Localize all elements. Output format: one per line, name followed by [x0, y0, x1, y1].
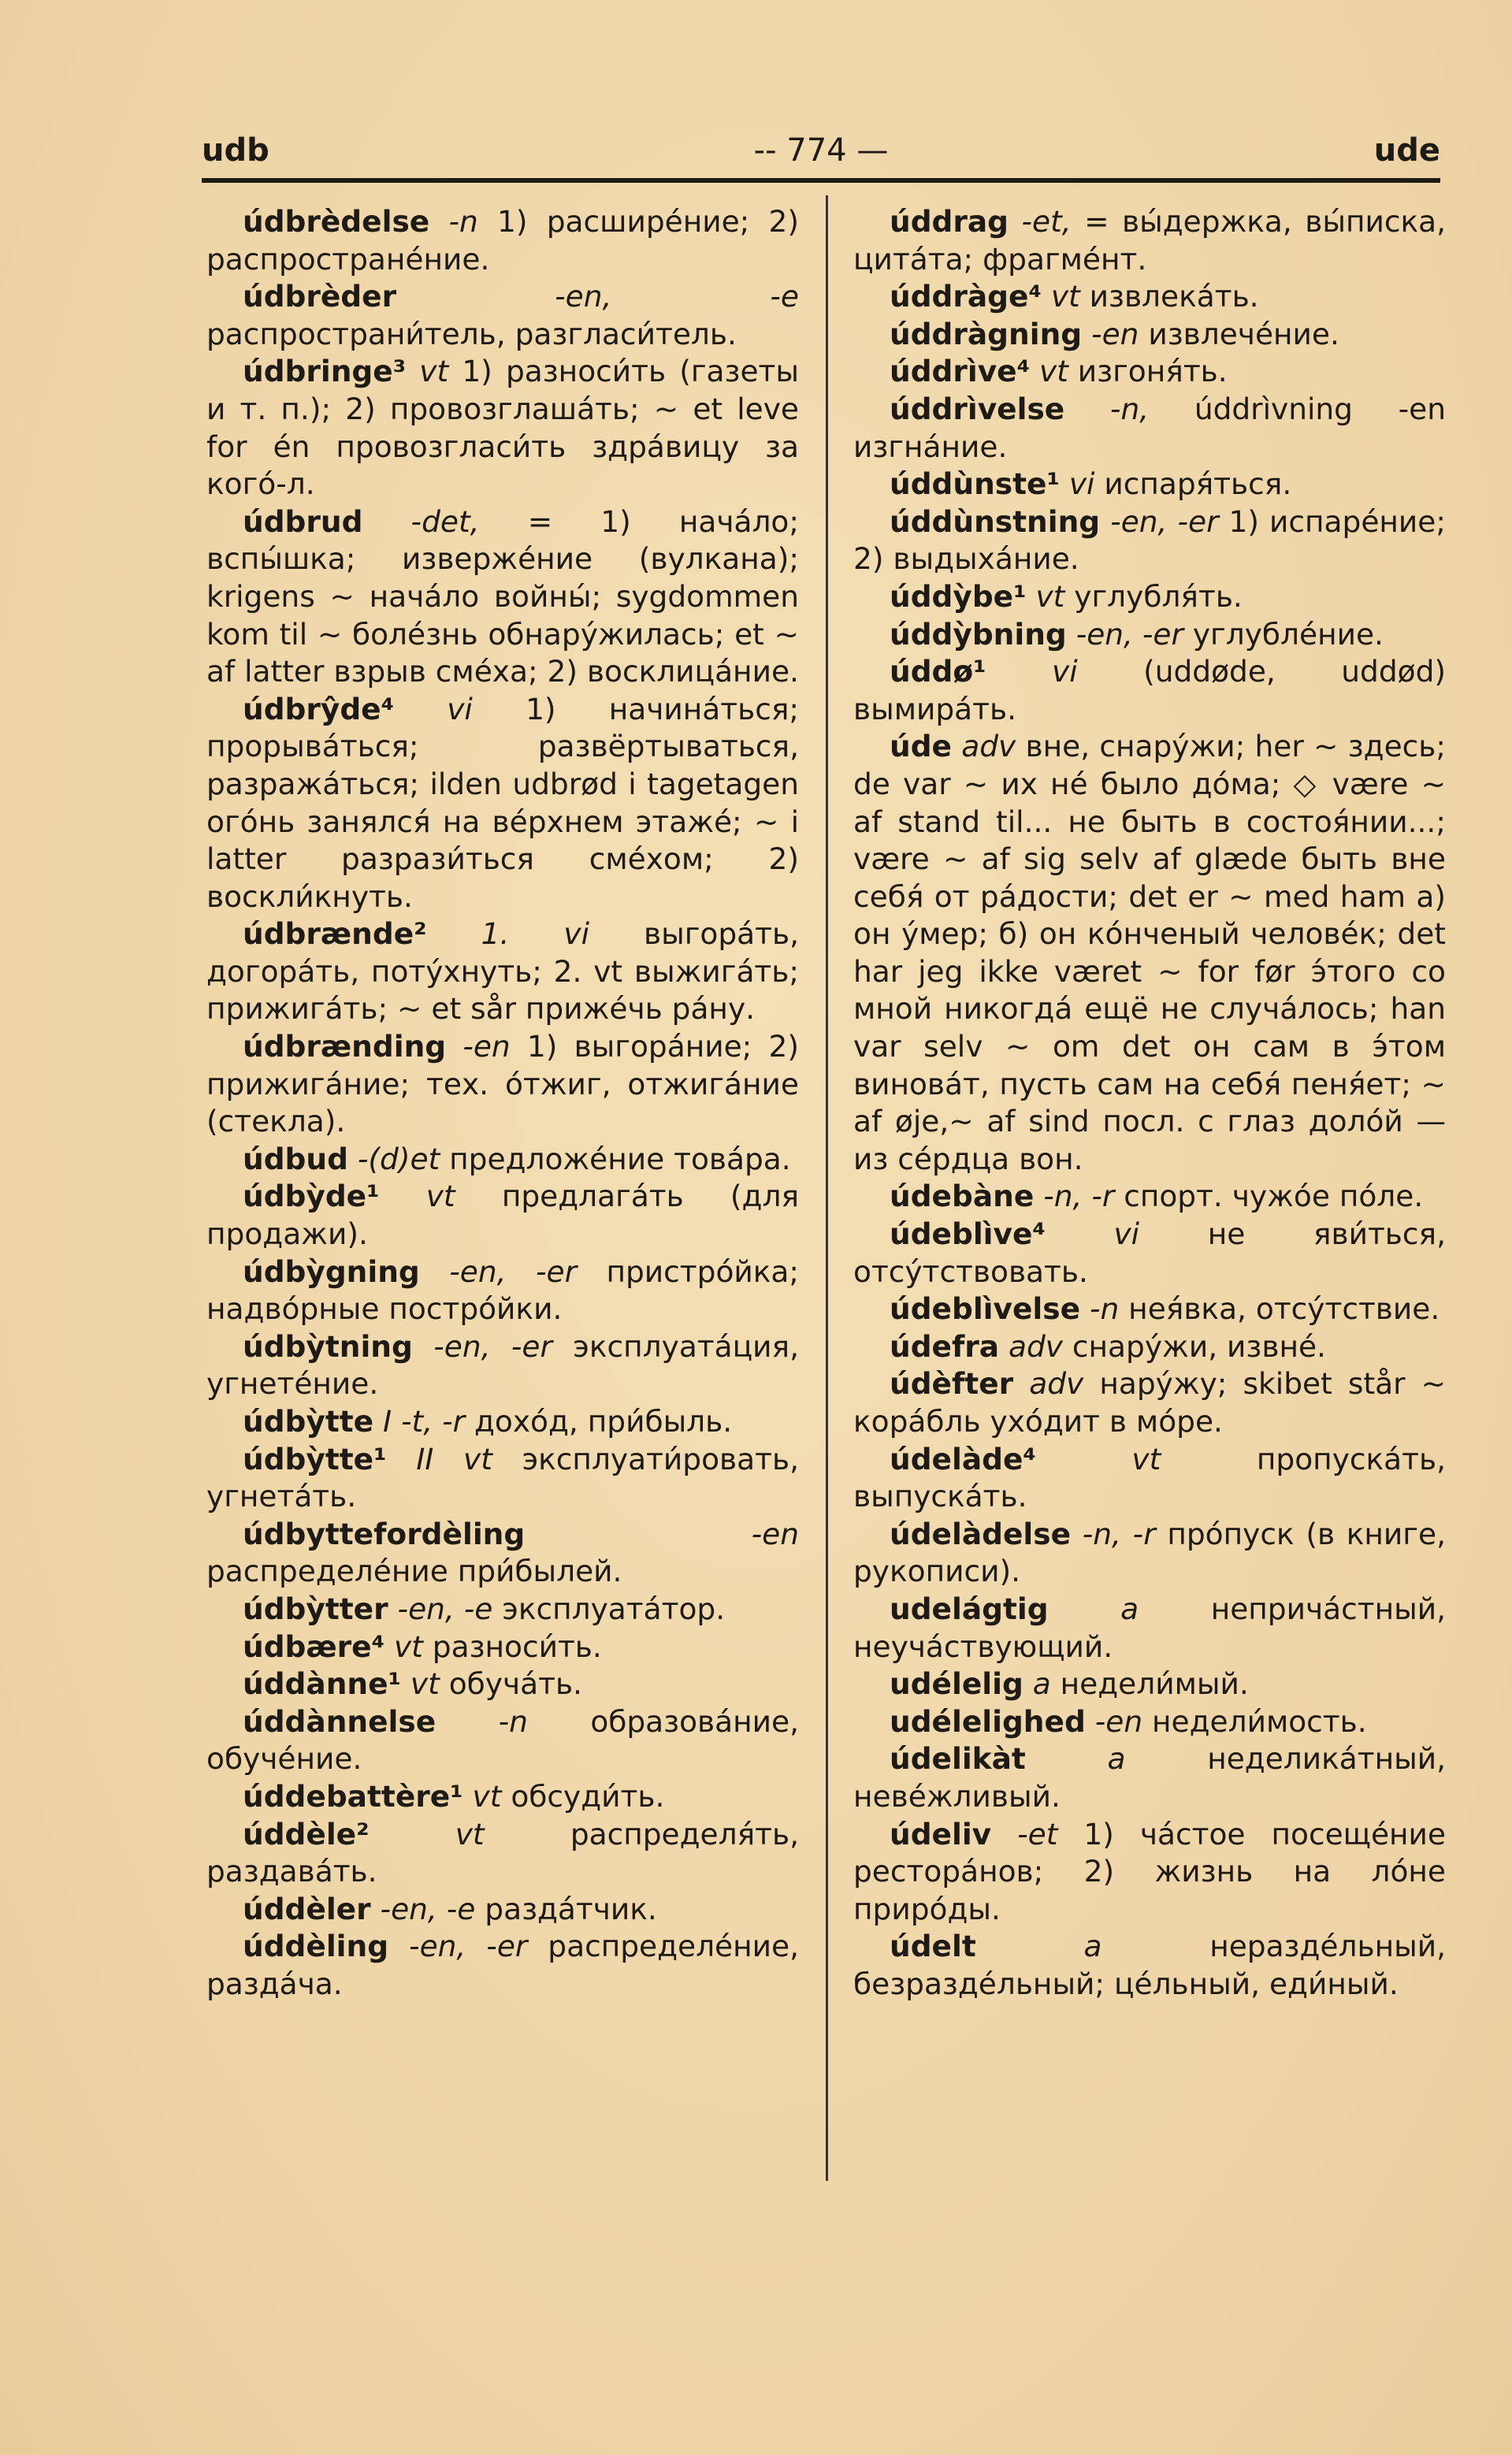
headword: údbỳde¹ [243, 1179, 380, 1214]
headword: údbrèdelse [243, 204, 430, 239]
header-rule [202, 178, 1440, 183]
definition: предлага́ть (для продажи). [206, 1179, 800, 1252]
definition: дохо́д, при́быль. [474, 1404, 733, 1439]
definition: спорт. чужо́е по́ле. [1124, 1179, 1424, 1214]
definition: недели́мость. [1152, 1703, 1367, 1739]
page-header [202, 132, 1440, 180]
headword: údbỳtter [243, 1591, 388, 1626]
headword: úddànnelse [243, 1703, 437, 1739]
grammar-note: vi [447, 691, 473, 726]
right-guide-word: ude [1373, 132, 1440, 169]
grammar-note: a [1032, 1666, 1051, 1702]
headword: údbrŷde⁴ [243, 691, 395, 726]
grammar-note: -en, -er [433, 1328, 552, 1364]
definition: углубля́ть. [1074, 578, 1243, 614]
dictionary-entry [853, 1365, 1446, 1440]
left-guide-word: udb [202, 132, 269, 169]
grammar-note: a [1083, 1929, 1102, 1964]
dictionary-entry [853, 1216, 1446, 1291]
headword: údefra [890, 1328, 1000, 1364]
definition: обсуди́ть. [511, 1778, 665, 1814]
dictionary-entry [853, 503, 1446, 578]
definition: обуча́ть. [448, 1666, 582, 1702]
headword: úddèle² [243, 1816, 370, 1851]
definition: 1) ча́стое посеще́ние рестора́нов; 2) жизнь на ло́не приро́ды. [853, 1816, 1446, 1926]
grammar-note: 1. vi [481, 916, 589, 952]
dictionary-entry [206, 1928, 799, 2003]
grammar-note: vt [1050, 279, 1080, 314]
dictionary-entry [206, 1516, 799, 1591]
headword: údbringe³ [243, 354, 407, 389]
dictionary-entry [853, 466, 1446, 503]
definition: 1) начина́ться; прорыва́ться; развёртываться, разража́ться; ilden udbrød i tagetagen ого́нь занялся́ на ве́рхнем этаже́; ~ i latter разрази́ться сме́хом; 2) воскли́кнуть. [206, 691, 800, 914]
definition: образова́ние, обуче́ние. [206, 1703, 800, 1777]
grammar-note: -et [1017, 1816, 1058, 1851]
headword: úddràge⁴ [890, 279, 1042, 314]
grammar-note: II vt [416, 1441, 492, 1476]
grammar-note: -n [448, 204, 478, 239]
grammar-note: -en, -er [1075, 616, 1183, 652]
definition: испаря́ться. [1104, 466, 1292, 502]
dictionary-entry [853, 1928, 1446, 2003]
definition: распределя́ть, раздава́ть. [206, 1816, 799, 1889]
dictionary-entry [853, 203, 1446, 278]
dictionary-entry [853, 1740, 1446, 1815]
definition: эксплуата́тор. [502, 1591, 726, 1626]
dictionary-entry [206, 1703, 799, 1778]
dictionary-entry [853, 353, 1446, 391]
dictionary-entry [206, 916, 799, 1028]
headword: údbud [243, 1141, 348, 1176]
dictionary-entry [853, 728, 1446, 1178]
grammar-note: -en [751, 1516, 799, 1551]
grammar-note: vt [1035, 578, 1065, 614]
headword: úddø¹ [890, 654, 986, 689]
dictionary-entry [206, 1778, 799, 1816]
dictionary-entry [853, 1703, 1446, 1741]
definition: 1) разноси́ть (газеты и т. п.); 2) провозглаша́ть; ~ et leve for én провозгласи́ть здра́вицу за кого́-л. [206, 354, 799, 502]
headword: úddrìvelse [890, 391, 1065, 426]
dictionary-entry [206, 691, 799, 916]
grammar-note: a [1107, 1741, 1126, 1777]
grammar-note: -en, -e [380, 1891, 476, 1926]
headword: údbỳgning [243, 1253, 420, 1289]
grammar-note: vt [1038, 354, 1068, 389]
headword: úddỳbning [890, 616, 1067, 652]
grammar-note: vt [425, 1179, 455, 1214]
definition: извлече́ние. [1148, 316, 1339, 351]
dictionary-entry [853, 1441, 1446, 1516]
dictionary-entry [206, 1178, 799, 1253]
dictionary-entry [853, 1516, 1446, 1591]
definition: úddrìvning -en изгна́ние. [853, 391, 1447, 464]
grammar-note: adv [961, 729, 1016, 764]
definition: нару́жу; skibet står ~ кора́бль ухо́дит в мо́ре. [853, 1366, 1446, 1439]
headword: úddànne¹ [243, 1666, 401, 1702]
grammar-note: vt [393, 1629, 423, 1664]
definition: эксплуата́ция, угнете́ние. [206, 1328, 800, 1402]
definition: пропуска́ть, выпуска́ть. [853, 1441, 1446, 1514]
headword: udéleligh​ed [890, 1703, 1086, 1739]
headword: údeblìve⁴ [890, 1216, 1046, 1252]
grammar-note: -en, -er [1110, 503, 1219, 539]
definition: 1) расшире́ние; 2) распростране́ние. [206, 204, 800, 277]
dictionary-entry [853, 1291, 1446, 1328]
headword: údelàde⁴ [890, 1441, 1036, 1476]
definition: 1) испаре́ние; 2) выдыха́ние. [853, 503, 1447, 577]
headword: úddràgning [890, 316, 1083, 351]
grammar-note: a [1120, 1591, 1139, 1626]
headword: údebàne [890, 1179, 1035, 1214]
dictionary-entry [206, 1253, 799, 1328]
dictionary-entry [853, 1328, 1446, 1366]
grammar-note: -en, -er [449, 1253, 578, 1289]
headword: úde [890, 729, 952, 764]
headword: údbyttefordèling [243, 1516, 526, 1551]
dictionary-entry [206, 278, 799, 353]
definition: 1) нача́ло; вспы́шка; изверже́ние (вулкана); krigens ~ нача́ло войны́; sygdommen kom til ~ боле́знь обнару́жилась; et ~ af latter взрыв сме́ха; 2) восклица́ние. [206, 503, 800, 689]
headword: udelágtig [890, 1591, 1049, 1626]
grammar-note: -det, = [411, 503, 553, 539]
headword: úddrag [890, 204, 1009, 239]
dictionary-entry [206, 1141, 799, 1179]
headword: úddebattère¹ [243, 1778, 463, 1814]
headword: údbrud [243, 503, 363, 539]
headword: údeblìvelse [890, 1291, 1081, 1327]
definition: нераздéльный, безраздéльный; цéльный, еди́ный. [853, 1929, 1446, 2001]
definition: не яви́ться, отсу́тствовать. [853, 1216, 1446, 1289]
dictionary-entry [206, 1629, 799, 1666]
dictionary-entry [206, 1891, 799, 1929]
dictionary-entry [206, 1328, 799, 1403]
headword: údbrænde² [243, 916, 427, 952]
grammar-note: -(d)et [357, 1141, 440, 1176]
grammar-note: -n, [1109, 391, 1150, 426]
grammar-note: vi [1052, 654, 1078, 689]
grammar-note: vt [472, 1778, 502, 1814]
dictionary-entry [853, 616, 1446, 654]
definition: разноси́ть. [432, 1629, 602, 1664]
right-column [853, 203, 1446, 2004]
definition: нея́вка, отсу́тствие. [1128, 1291, 1440, 1327]
headword: úddùnste¹ [890, 466, 1060, 502]
grammar-note: -en, -e [555, 279, 799, 314]
definition: распространи́тель, разглаcи́тель. [206, 316, 737, 351]
headword: údèfter [890, 1366, 1014, 1402]
headword: údelt [890, 1929, 976, 1964]
grammar-note: -et, = [1021, 204, 1109, 239]
headword: údbỳtte [243, 1404, 374, 1439]
definition: предложе́ние това́ра. [449, 1141, 791, 1176]
page-number: -- 774 — [753, 132, 889, 169]
grammar-note: -en [1091, 316, 1139, 351]
definition: (uddøde, uddød) вымира́ть. [853, 654, 1447, 726]
grammar-note: -n, -r [1043, 1179, 1115, 1214]
definition: вне, снару́жи; her ~ здесь; de var ~ их не́ было до́ма; ◇ være ~ af stand til... не быть в состоя́нии...; være ~ af sig selv af glæde быть вне себя́ от ра́дости; det er ~ med ham а) он у́мер; б) он ко́нченый челове́к; det har jeg ikke været ~ for før э́того со мной никогда́ ещё не случа́лось; han var selv ~ om det он сам в э́том винова́т, пусть сам на себя́ пеня́ет; ~ af øje,~ af sind посл. с глаз доло́й — из се́рдца вон. [853, 729, 1447, 1176]
dictionary-entry [853, 316, 1446, 354]
definition: недели́мый. [1060, 1666, 1249, 1702]
dictionary-entry [206, 503, 799, 691]
definition: вы́держка, вы́писка, цита́та; фрагме́нт. [853, 204, 1447, 277]
dictionary-entry [853, 653, 1446, 728]
grammar-note: adv [1009, 1328, 1063, 1364]
dictionary-entry [206, 1028, 799, 1141]
grammar-note: -n [1089, 1291, 1120, 1327]
headword: údbrèder [243, 279, 397, 314]
headword: úddùnstning [890, 503, 1101, 539]
headword: údelikàt [890, 1741, 1026, 1777]
definition: снару́жи, извне́. [1072, 1328, 1326, 1364]
dictionary-entry [206, 1591, 799, 1629]
grammar-note: adv [1029, 1366, 1084, 1402]
headword: úddèling [243, 1929, 389, 1964]
grammar-note: -en, -er [409, 1929, 528, 1964]
dictionary-entry [206, 1441, 799, 1516]
dictionary-entry [206, 1666, 799, 1703]
definition: распределе́ние при́былей. [206, 1554, 622, 1589]
definition: пристро́йка; надво́рные постро́йки. [206, 1253, 800, 1327]
headword: udélelig [890, 1666, 1023, 1702]
grammar-note: vt [410, 1666, 440, 1702]
dictionary-entry [853, 1666, 1446, 1703]
dictionary-entry [853, 391, 1446, 466]
grammar-note: vi [1113, 1216, 1140, 1252]
definition: 1) выгора́ние; 2) прижига́ние; тех. о́тжиг, отжига́ние (стекла). [206, 1029, 799, 1139]
definition: углубле́ние. [1192, 616, 1384, 652]
headword: údelàdelse [890, 1516, 1072, 1551]
grammar-note: -en [1094, 1703, 1143, 1739]
definition: распределе́ние, разда́ча. [206, 1929, 800, 2001]
grammar-note: I -t, -r [383, 1404, 466, 1439]
definition: неделика́тный, неве́жливый. [853, 1741, 1447, 1814]
grammar-note: -en [463, 1029, 511, 1064]
headword: údbrænding [243, 1029, 447, 1064]
dictionary-entry [206, 203, 799, 278]
dictionary-entry [853, 1178, 1446, 1216]
headword: úddỳbe¹ [890, 578, 1027, 614]
definition: разда́тчик. [485, 1891, 657, 1926]
left-column [206, 203, 799, 2004]
grammar-note: vt [455, 1816, 485, 1851]
headword: údbỳtning [243, 1328, 413, 1364]
dictionary-entry [853, 578, 1446, 616]
definition: эксплуати́ровать, угнета́ть. [206, 1441, 799, 1514]
definition: извлека́ть. [1089, 279, 1259, 314]
grammar-note: -n, -r [1082, 1516, 1156, 1551]
definition: неприча́стный, неуча́ствующий. [853, 1591, 1446, 1664]
grammar-note: -n [498, 1703, 528, 1739]
headword: údeliv [890, 1816, 992, 1851]
dictionary-entry [206, 1816, 799, 1891]
dictionary-entry [853, 1591, 1446, 1666]
dictionary-entry [206, 353, 799, 503]
grammar-note: vi [1068, 466, 1095, 502]
grammar-note: vt [1131, 1441, 1161, 1476]
grammar-note: -en, -e [397, 1591, 493, 1626]
headword: úddrìve⁴ [890, 354, 1031, 389]
headword: úddèler [243, 1891, 371, 1926]
headword: údbỳtte¹ [243, 1441, 387, 1476]
definition: про́пуск (в книге, рукописи). [853, 1516, 1446, 1589]
definition: изгоня́ть. [1077, 354, 1228, 389]
headword: údbære⁴ [243, 1629, 385, 1664]
dictionary-entry [853, 1816, 1446, 1929]
dictionary-entry [853, 278, 1446, 316]
grammar-note: vt [419, 354, 449, 389]
definition: выгора́ть, догора́ть, поту́хнуть; 2. vt выжига́ть; прижига́ть; ~ et sår прижéчь ра́ну. [206, 916, 800, 1027]
dictionary-entry [206, 1403, 799, 1441]
